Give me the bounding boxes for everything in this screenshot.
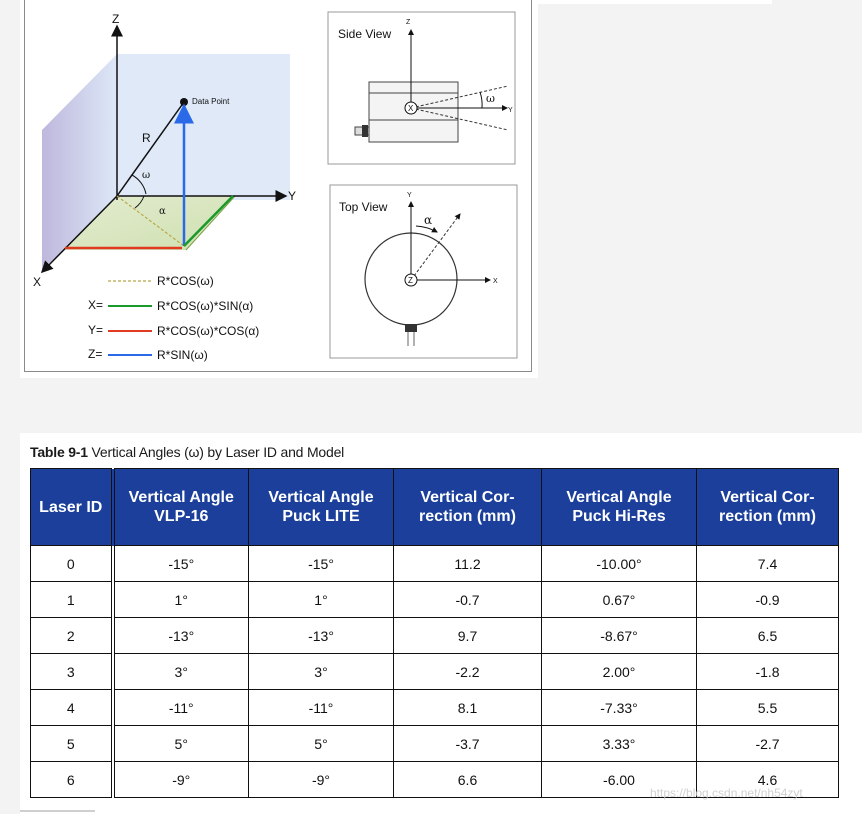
table-cell: 11.2: [394, 546, 542, 582]
table-caption: [30, 444, 344, 460]
table-cell: 3: [31, 654, 113, 690]
top-view-panel: [330, 185, 517, 358]
table-cell: -11°: [113, 690, 249, 726]
side-view-title: Side View: [338, 27, 392, 41]
header-vlp16: Vertical Angle VLP-16: [113, 469, 249, 546]
axis-y-label: Y: [288, 189, 297, 203]
table-cell: -8.67°: [542, 618, 697, 654]
table-cell: -15°: [113, 546, 249, 582]
table-cell: 6.6: [394, 762, 542, 798]
header-puck-lite: Vertical Angle Puck LITE: [249, 469, 394, 546]
table-cell: 1°: [249, 582, 394, 618]
table-caption-number: Table 9-1: [30, 444, 88, 460]
table-cell: -2.2: [394, 654, 542, 690]
side-view-z-label: Z: [406, 19, 411, 26]
table-cell: 8.1: [394, 690, 542, 726]
side-view-y-label: Y: [508, 107, 513, 114]
table-cell: 6.5: [697, 618, 839, 654]
r-label: R: [142, 131, 151, 145]
table-cell: 0: [31, 546, 113, 582]
table-cell: 7.4: [697, 546, 839, 582]
top-view-x-label: X: [493, 278, 498, 285]
table-header-row: [31, 469, 839, 546]
axis-z-label: Z: [112, 12, 120, 26]
legend-formula-z: R*SIN(ω): [157, 348, 208, 362]
table-caption-text: Vertical Angles (ω) by Laser ID and Model: [87, 444, 345, 460]
top-view-y-label: Y: [407, 192, 412, 199]
table-cell: -2.7: [697, 726, 839, 762]
legend-formula-x: R*COS(ω)*SIN(α): [157, 299, 254, 313]
table-panel: [20, 433, 862, 814]
coordinate-diagram: [20, 0, 538, 378]
top-view-title: Top View: [339, 200, 388, 214]
table-cell: 3.33°: [542, 726, 697, 762]
legend-prefix-z: Z=: [88, 347, 103, 361]
top-strip: [538, 0, 772, 4]
table-cell: 5°: [113, 726, 249, 762]
legend-formula-rcos: R*COS(ω): [157, 274, 214, 288]
side-view-x-label: X: [408, 104, 414, 113]
header-correction-1: Vertical Cor-rection (mm): [394, 469, 542, 546]
data-point-dot: [180, 98, 188, 106]
table-cell: 4.6: [697, 762, 839, 798]
table-cell: 1°: [113, 582, 249, 618]
side-view-omega-label: ω: [486, 92, 495, 105]
table-cell: 2: [31, 618, 113, 654]
table-row: [31, 654, 839, 690]
table-cell: -3.7: [394, 726, 542, 762]
bottom-rule: [20, 810, 95, 812]
legend-prefix-y: Y=: [88, 323, 104, 337]
legend-prefix-x: X=: [88, 298, 104, 312]
table-row: [31, 546, 839, 582]
table-cell: 5.5: [697, 690, 839, 726]
table-cell: 3°: [113, 654, 249, 690]
table-cell: 1: [31, 582, 113, 618]
table-cell: -0.7: [394, 582, 542, 618]
table-row: [31, 582, 839, 618]
watermark: https://blog.csdn.net/nh54zyt: [650, 786, 803, 800]
table-cell: -13°: [113, 618, 249, 654]
table-cell: -15°: [249, 546, 394, 582]
table-cell: 5°: [249, 726, 394, 762]
vertical-angles-table: [30, 468, 839, 798]
table-cell: -6.00: [542, 762, 697, 798]
top-view-z-label: Z: [408, 276, 413, 285]
omega-label: ω: [142, 170, 151, 181]
table-cell: -9°: [249, 762, 394, 798]
side-view-panel: [328, 12, 515, 164]
table-cell: 4: [31, 690, 113, 726]
table-cell: 9.7: [394, 618, 542, 654]
table-row: [31, 690, 839, 726]
legend: [88, 274, 259, 362]
header-correction-2: Vertical Cor-rection (mm): [697, 469, 839, 546]
table-cell: 0.67°: [542, 582, 697, 618]
table-cell: -13°: [249, 618, 394, 654]
header-puck-hires: Vertical Angle Puck Hi-Res: [542, 469, 697, 546]
header-laser-id: Laser ID: [31, 469, 113, 546]
table-cell: -9°: [113, 762, 249, 798]
alpha-label: α: [159, 206, 166, 217]
axis-x-label: X: [33, 275, 42, 289]
table-cell: -0.9: [697, 582, 839, 618]
table-cell: -1.8: [697, 654, 839, 690]
table-cell: -10.00°: [542, 546, 697, 582]
table-row: [31, 726, 839, 762]
data-point-label: Data Point: [192, 97, 230, 106]
top-view-alpha-label: α: [424, 213, 433, 227]
legend-formula-y: R*COS(ω)*COS(α): [157, 324, 260, 338]
coordinate-figure: [20, 0, 538, 378]
table-cell: -7.33°: [542, 690, 697, 726]
table-cell: 6: [31, 762, 113, 798]
table-cell: 3°: [249, 654, 394, 690]
table-cell: 5: [31, 726, 113, 762]
table-row: [31, 618, 839, 654]
table-cell: -11°: [249, 690, 394, 726]
table-cell: 2.00°: [542, 654, 697, 690]
